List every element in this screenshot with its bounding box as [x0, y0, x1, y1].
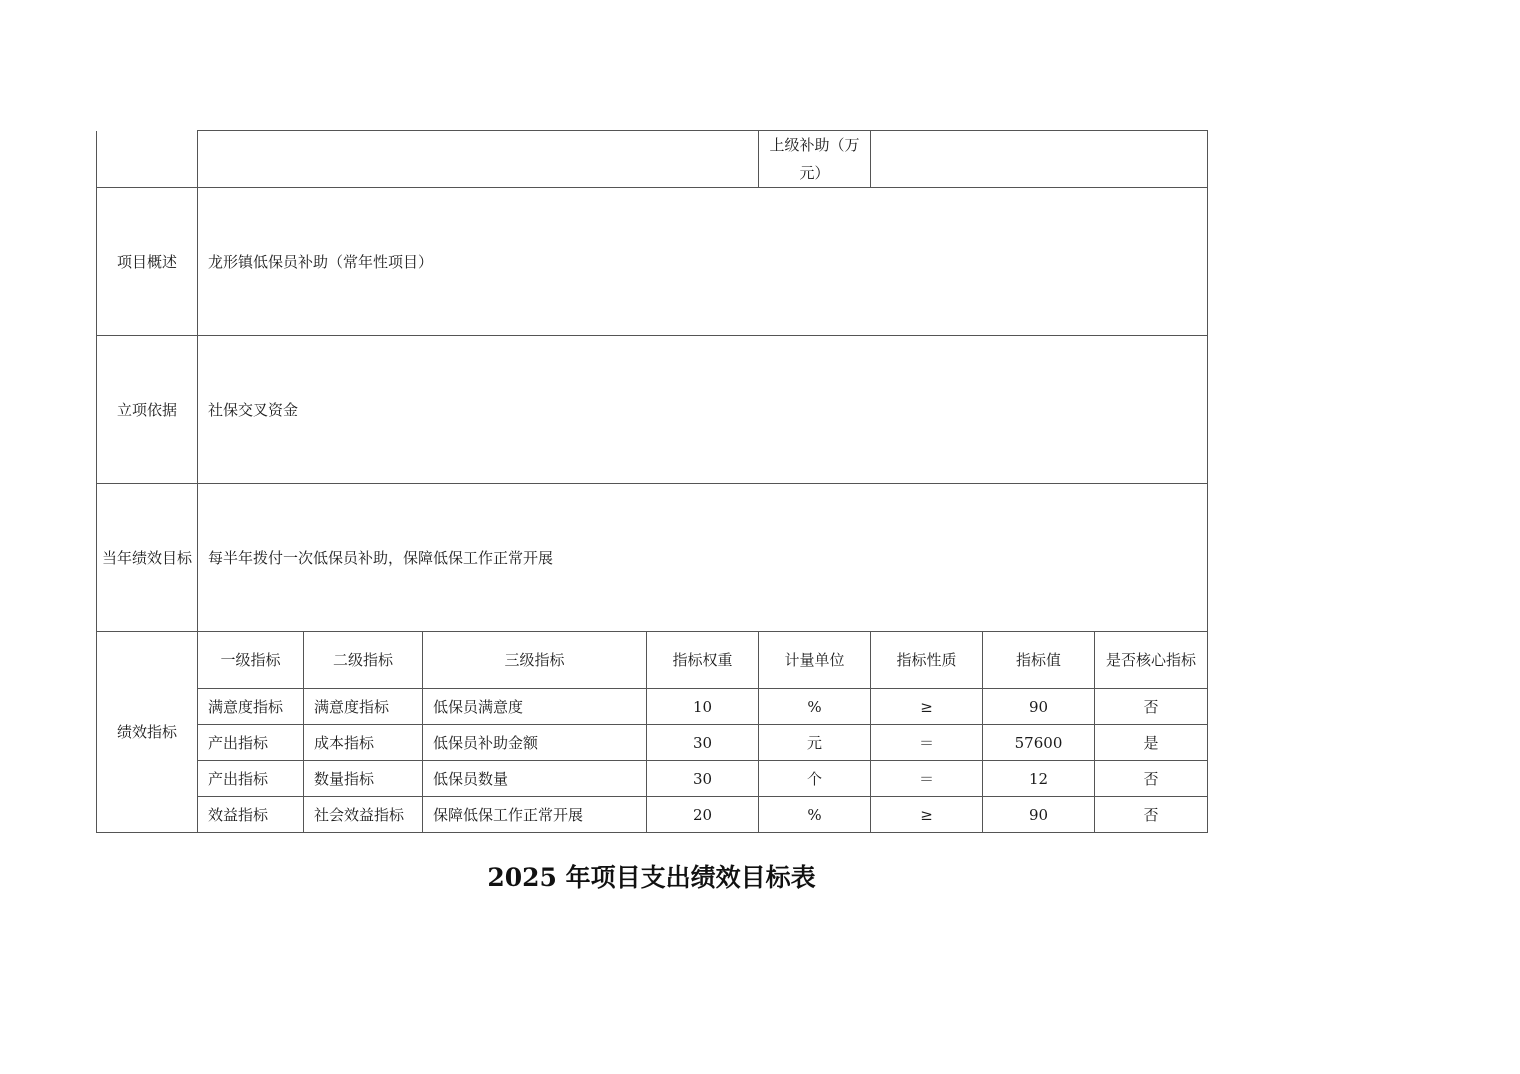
level1-cell: 产出指标 [198, 761, 304, 797]
weight-cell: 30 [647, 761, 759, 797]
unit-cell: % [759, 689, 871, 725]
value-cell: 90 [983, 797, 1095, 833]
annual-goal-label: 当年绩效目标 [97, 484, 198, 632]
basis-row [97, 336, 1208, 484]
level2-cell: 社会效益指标 [304, 797, 423, 833]
superior-subsidy-value [871, 131, 1208, 188]
basis-value: 社保交叉资金 [198, 336, 1208, 484]
unit-cell: 个 [759, 761, 871, 797]
basis-label: 立项依据 [97, 336, 198, 484]
table-row [97, 725, 1208, 761]
level1-cell: 产出指标 [198, 725, 304, 761]
header-cell: 指标权重 [647, 632, 759, 689]
weight-cell: 10 [647, 689, 759, 725]
header-cell: 计量单位 [759, 632, 871, 689]
weight-cell: 30 [647, 725, 759, 761]
header-cell: 三级指标 [423, 632, 647, 689]
value-cell: 12 [983, 761, 1095, 797]
unit-cell: % [759, 797, 871, 833]
header-cell: 二级指标 [304, 632, 423, 689]
performance-table [96, 130, 1208, 833]
level1-cell: 满意度指标 [198, 689, 304, 725]
header-cell: 指标性质 [871, 632, 983, 689]
weight-cell: 20 [647, 797, 759, 833]
table-row [97, 689, 1208, 725]
header-cell: 指标值 [983, 632, 1095, 689]
superior-subsidy-row [97, 131, 1208, 188]
level3-cell: 保障低保工作正常开展 [423, 797, 647, 833]
overview-row [97, 188, 1208, 336]
level2-cell: 满意度指标 [304, 689, 423, 725]
level2-cell: 数量指标 [304, 761, 423, 797]
level1-cell: 效益指标 [198, 797, 304, 833]
value-cell: 90 [983, 689, 1095, 725]
continuation-cell [97, 131, 198, 188]
level2-cell: 成本指标 [304, 725, 423, 761]
core-cell: 否 [1095, 689, 1208, 725]
unit-cell: 元 [759, 725, 871, 761]
core-cell: 否 [1095, 797, 1208, 833]
nature-cell: ＝ [871, 761, 983, 797]
annual-goal-row [97, 484, 1208, 632]
blank-cell [198, 131, 759, 188]
nature-cell: ≥ [871, 689, 983, 725]
indicator-header-row [97, 632, 1208, 689]
table-row [97, 797, 1208, 833]
header-cell: 一级指标 [198, 632, 304, 689]
level3-cell: 低保员补助金额 [423, 725, 647, 761]
overview-value: 龙形镇低保员补助（常年性项目） [198, 188, 1208, 336]
nature-cell: ＝ [871, 725, 983, 761]
annual-goal-value: 每半年拨付一次低保员补助，保障低保工作正常开展 [198, 484, 1208, 632]
superior-subsidy-label: 上级补助（万元） [759, 131, 871, 188]
level3-cell: 低保员数量 [423, 761, 647, 797]
core-cell: 是 [1095, 725, 1208, 761]
value-cell: 57600 [983, 725, 1095, 761]
indicators-label: 绩效指标 [97, 632, 198, 833]
overview-label: 项目概述 [97, 188, 198, 336]
core-cell: 否 [1095, 761, 1208, 797]
header-cell: 是否核心指标 [1095, 632, 1208, 689]
level3-cell: 低保员满意度 [423, 689, 647, 725]
nature-cell: ≥ [871, 797, 983, 833]
page-title: 2025 年项目支出绩效目标表 [487, 863, 816, 892]
table-row [97, 761, 1208, 797]
